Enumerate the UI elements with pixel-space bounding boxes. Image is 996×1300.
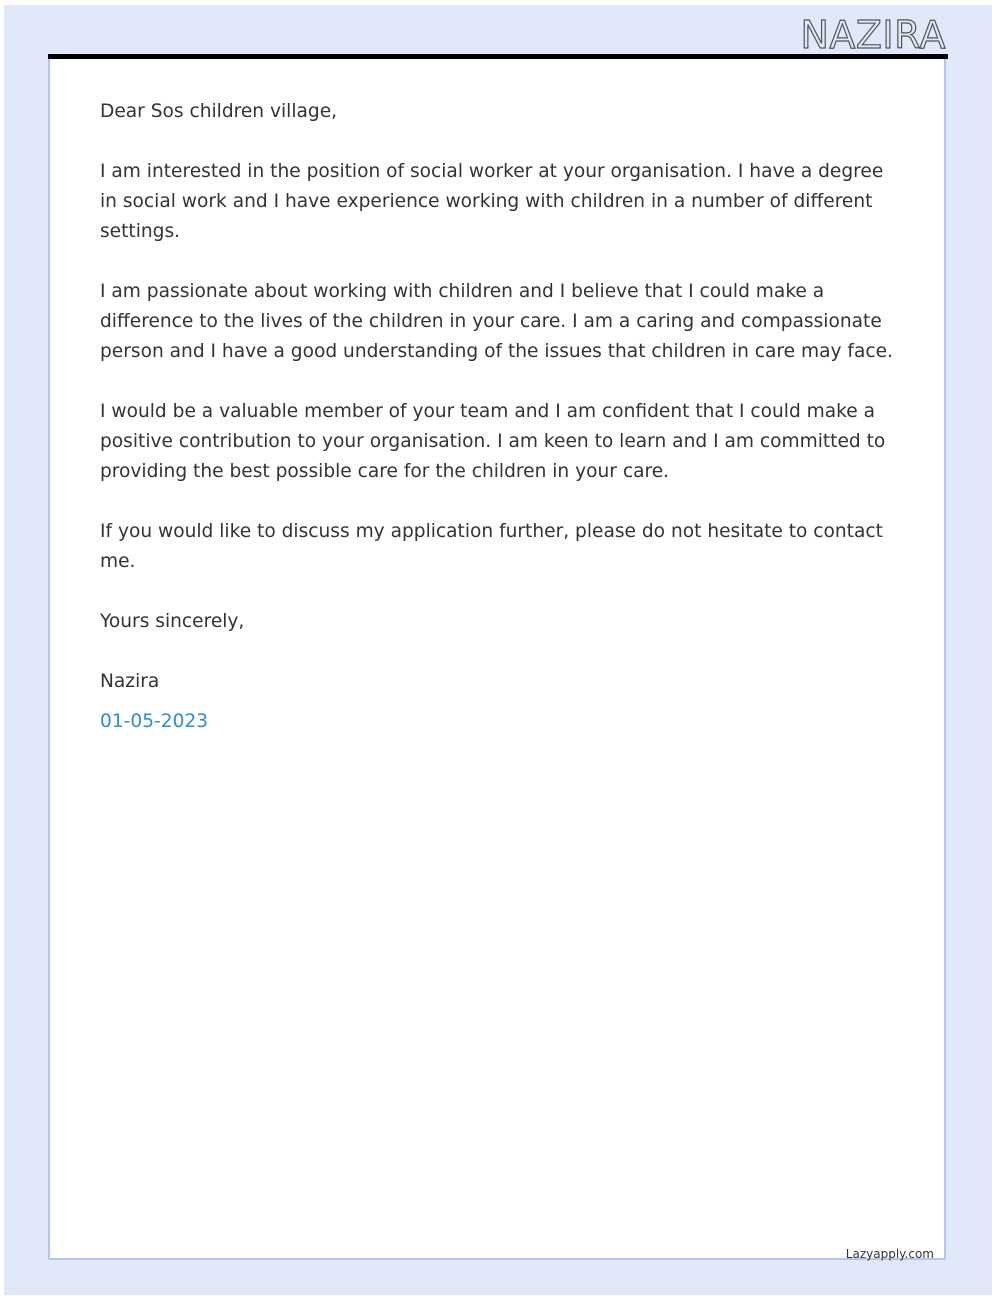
signature: Nazira	[100, 671, 160, 692]
closing: Yours sincerely,	[100, 611, 245, 632]
sender-name-header: NAZIRA	[800, 13, 946, 57]
paragraph-4: If you would like to discuss my application further, please do not hesitate to contact me.	[100, 521, 883, 572]
paragraph-3: I would be a valuable member of your team and I am confident that I could make a positive contribution to your organisation. I am keen to learn and I am committed to providing the best possible care for the children in your care.	[100, 401, 886, 482]
letter-body	[100, 97, 900, 737]
salutation: Dear Sos children village,	[100, 101, 338, 122]
paragraph-2: I am passionate about working with children and I believe that I could make a difference to the lives of the children in your care. I am a caring and compassionate person and I have a good understanding of the issues that children in care may face.	[100, 281, 893, 362]
paragraph-1: I am interested in the position of social worker at your organisation. I have a degree in social work and I have experience working with children in a number of different settings.	[100, 161, 884, 242]
footer-credit: Lazyapply.com	[845, 1247, 934, 1261]
letter-date: 01-05-2023	[100, 711, 209, 732]
